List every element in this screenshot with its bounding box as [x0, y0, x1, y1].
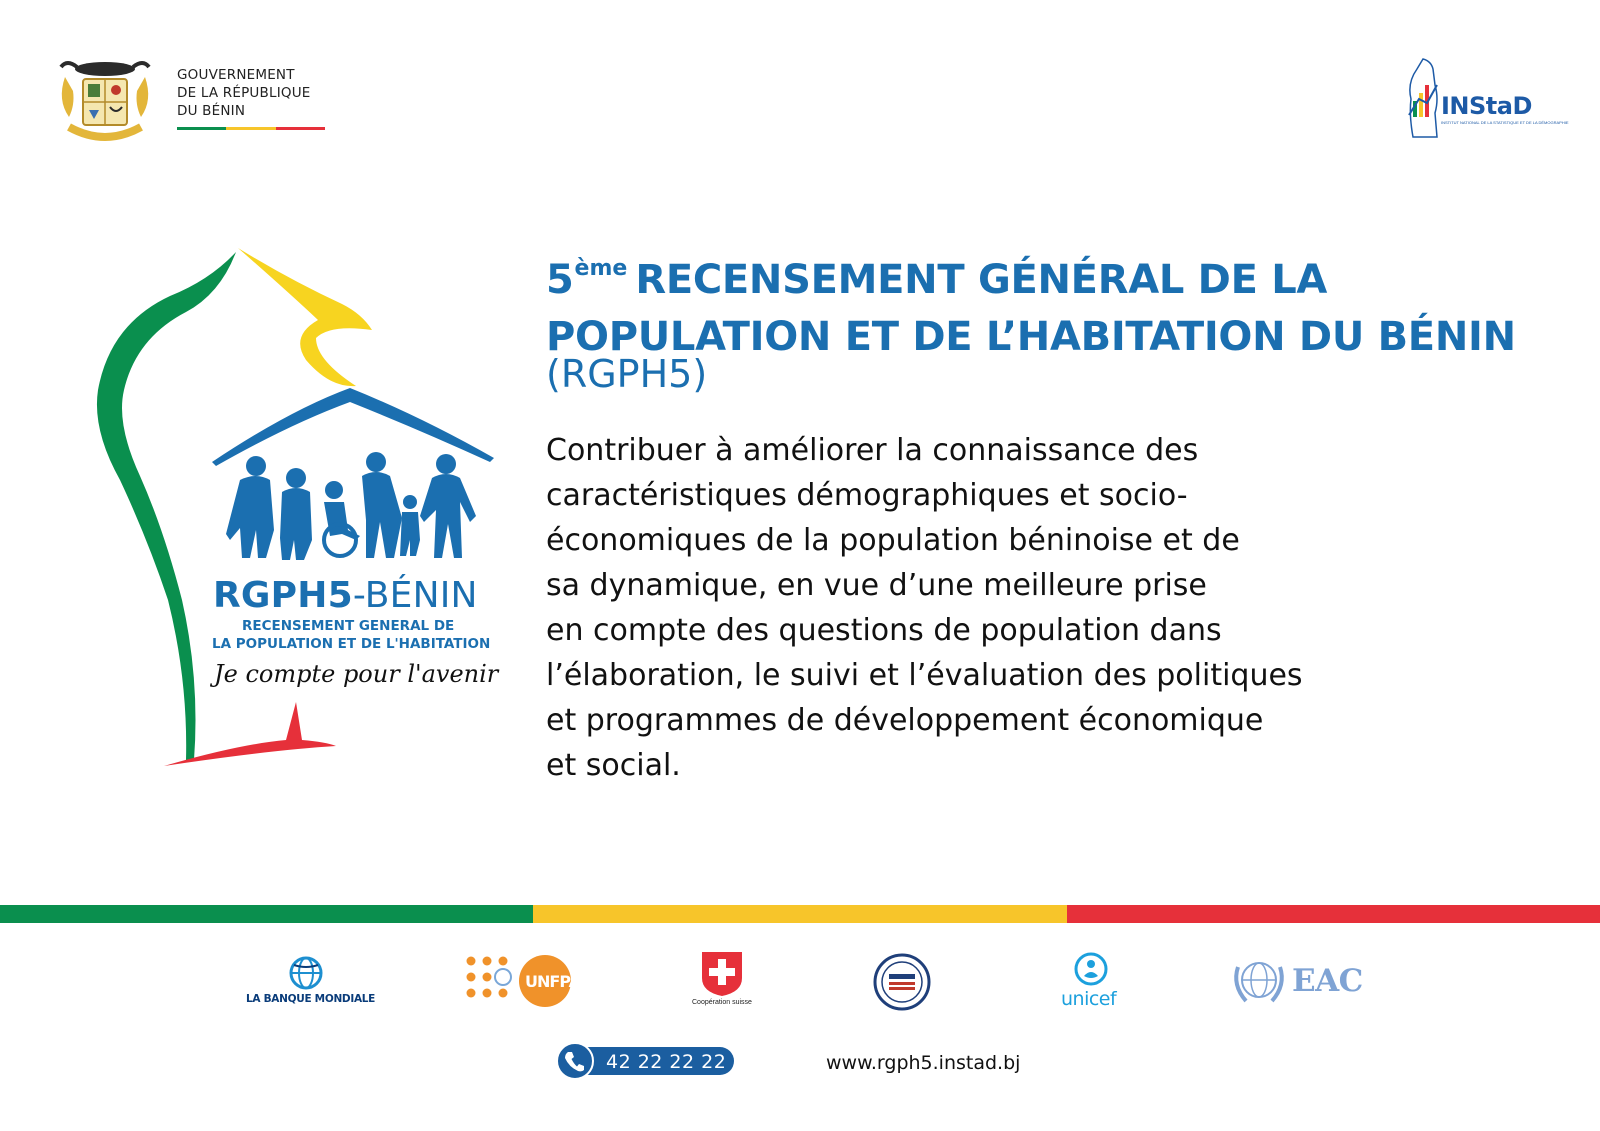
partner-eac	[1232, 955, 1367, 1010]
government-name	[177, 66, 311, 120]
instad-name: INStaD	[1441, 92, 1532, 120]
description-line: Contribuer à améliorer la connaissance des	[546, 433, 1199, 468]
title-superscript: ème	[574, 256, 628, 281]
swiss-cross-icon	[700, 950, 744, 998]
description	[546, 428, 1556, 788]
description-line: sa dynamique, en vue d’une meilleure prise	[546, 568, 1207, 603]
brand-rest: -BÉNIN	[352, 575, 478, 616]
unfpa-name: UNFPA	[525, 972, 580, 991]
description-line: et programmes de développement économique	[546, 703, 1264, 738]
partner-usaid	[872, 952, 932, 1012]
usaid-seal-icon	[872, 952, 932, 1012]
phone-contact[interactable]	[556, 1042, 734, 1080]
instad-subtitle: INSTITUT NATIONAL DE LA STATISTIQUE ET DE LA DÉMOGRAPHIE	[1441, 120, 1569, 125]
logo-subtitle-line2: LA POPULATION ET DE L'HABITATION	[212, 636, 491, 652]
swiss-cooperation-name: Coopération suisse	[692, 999, 752, 1006]
description-line: économiques de la population béninoise et de	[546, 523, 1240, 558]
government-line: DU BÉNIN	[177, 103, 246, 119]
page-title	[546, 240, 1556, 366]
description-line: en compte des questions de population dans	[546, 613, 1222, 648]
partner-unicef	[1058, 952, 1128, 1012]
government-block	[55, 55, 345, 145]
phone-icon	[556, 1042, 594, 1080]
unicef-emblem-icon	[1072, 952, 1110, 988]
description-line: et social.	[546, 748, 681, 783]
title-line2: POPULATION ET DE L’HABITATION DU BÉNIN	[546, 314, 1516, 360]
brand-bold: RGPH5	[213, 575, 353, 616]
benin-map-bar-chart-icon	[1405, 55, 1445, 145]
band-green	[0, 905, 533, 923]
family-group-under-roof-icon	[90, 240, 510, 785]
partner-unfpa	[465, 955, 585, 1010]
rgph5-logo	[90, 240, 510, 785]
partner-swiss-cooperation	[690, 950, 760, 1010]
un-wreath-icon	[1232, 955, 1287, 1005]
logo-tagline: Je compte pour l'avenir	[214, 660, 499, 688]
government-line: GOUVERNEMENT	[177, 67, 295, 83]
flag-band	[0, 905, 1600, 923]
description-line: l’élaboration, le suivi et l’évaluation des politiques	[546, 658, 1303, 693]
unicef-name: unicef	[1061, 988, 1117, 1010]
logo-subtitle-line1: RECENSEMENT GENERAL DE	[242, 618, 455, 634]
band-red	[1067, 905, 1600, 923]
title-line1: RECENSEMENT GÉNÉRAL DE LA	[635, 257, 1328, 303]
world-bank-globe-icon	[288, 955, 324, 991]
government-line: DE LA RÉPUBLIQUE	[177, 85, 311, 101]
phone-number: 42 22 22 22	[606, 1051, 727, 1073]
rgph5-brand	[213, 575, 478, 616]
government-flag-stripe	[177, 127, 325, 130]
benin-coat-of-arms-icon	[55, 55, 155, 145]
world-bank-name: LA BANQUE MONDIALE	[246, 993, 376, 1005]
band-yellow	[533, 905, 1066, 923]
website-link[interactable]: www.rgph5.instad.bj	[826, 1052, 1021, 1074]
description-line: caractéristiques démographiques et socio-	[546, 478, 1188, 513]
partner-world-bank	[242, 955, 376, 1010]
title-number: 5	[546, 257, 574, 303]
eac-name: EAC	[1292, 963, 1363, 999]
instad-logo	[1405, 55, 1569, 145]
title-acronym: (RGPH5)	[546, 352, 708, 396]
